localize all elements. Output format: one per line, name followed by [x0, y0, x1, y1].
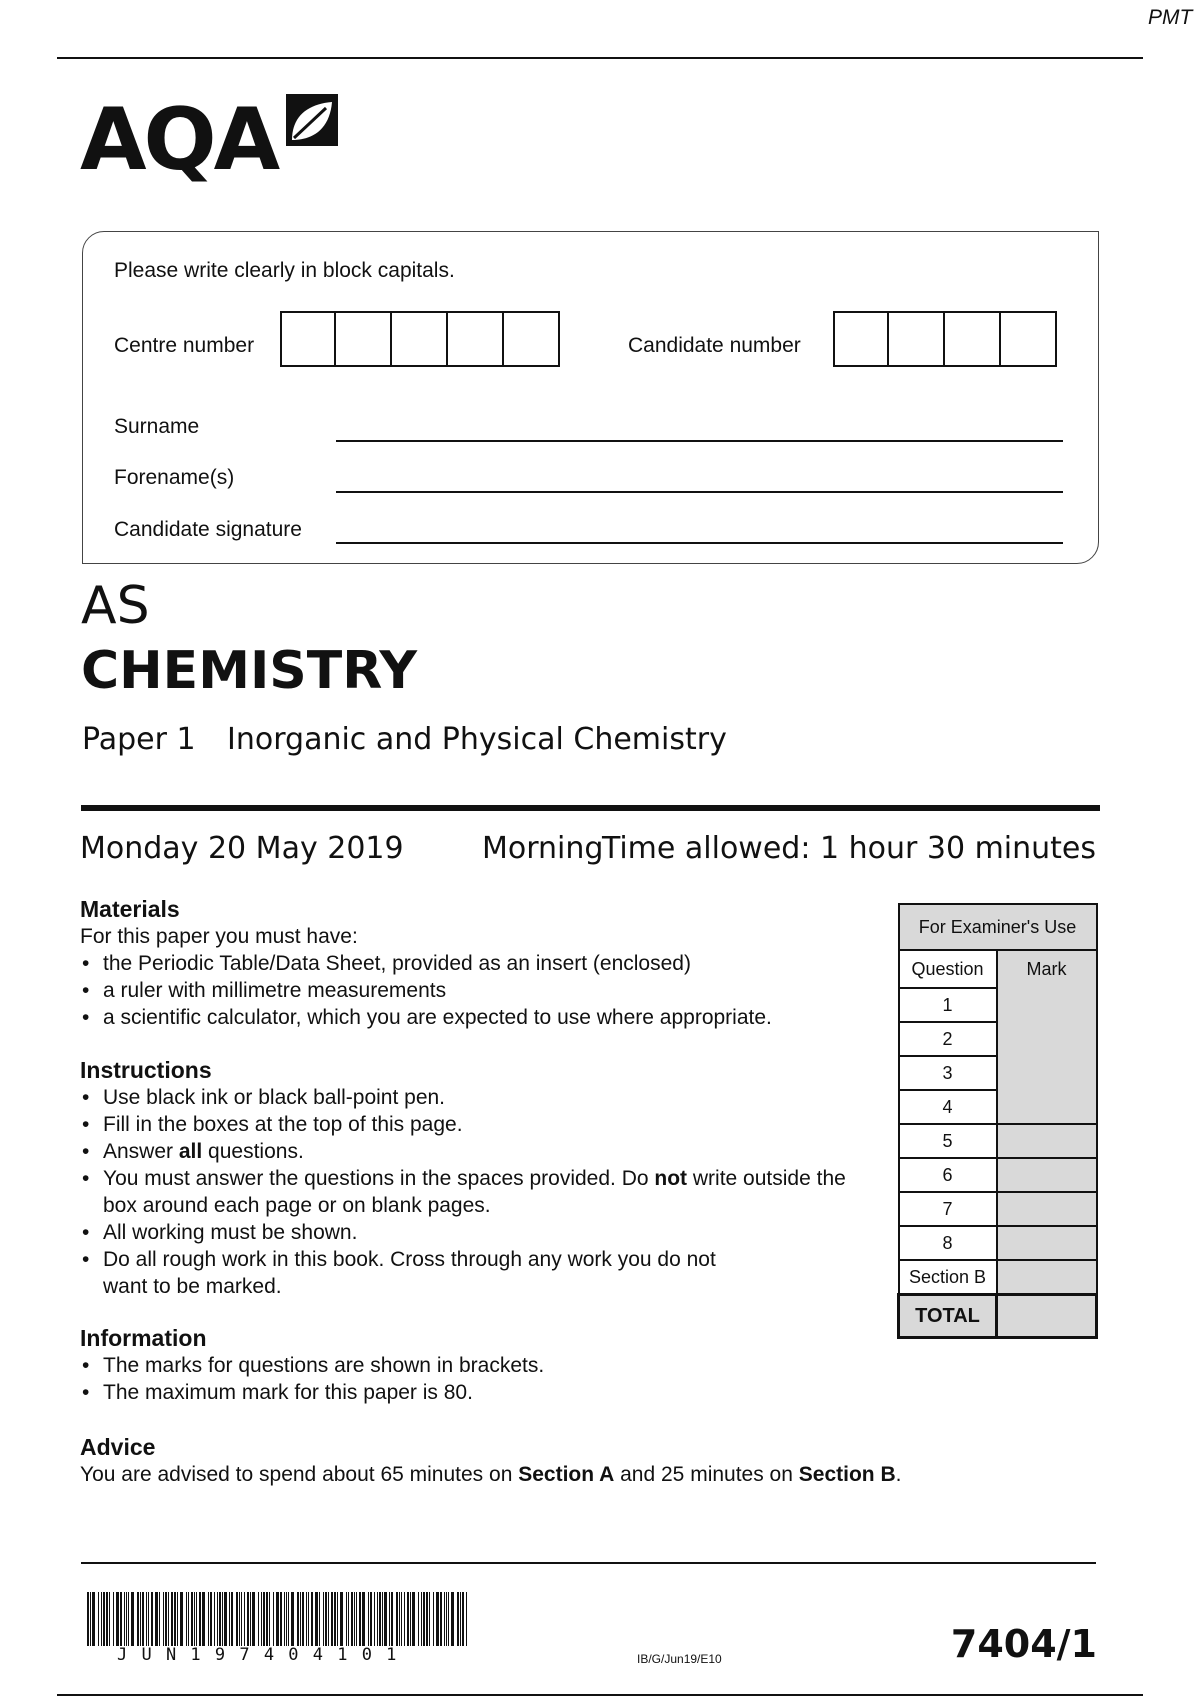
question-number-cell: Section B — [899, 1260, 997, 1295]
instructions-item: • Fill in the boxes at the top of this page. — [80, 1111, 880, 1138]
top-rule — [57, 57, 1143, 59]
question-column-header: Question — [899, 950, 997, 988]
surname-field[interactable] — [336, 440, 1063, 442]
question-number-cell: 6 — [899, 1158, 997, 1192]
footer-rule — [81, 1562, 1096, 1564]
information-section — [80, 1324, 880, 1406]
centre-number-label: Centre number — [114, 334, 255, 357]
question-number-cell: 5 — [899, 1124, 997, 1158]
signature-field[interactable] — [336, 542, 1063, 544]
paper-number: Paper 1 — [82, 722, 196, 757]
barcode — [87, 1592, 470, 1646]
title-rule — [81, 805, 1100, 811]
instructions-item: • Answer all questions. — [80, 1138, 880, 1165]
forename-field[interactable] — [336, 491, 1063, 493]
signature-label: Candidate signature — [114, 518, 302, 541]
question-number-cell: 3 — [899, 1056, 997, 1090]
centre-number-digit-box[interactable] — [504, 311, 560, 367]
candidate-number-digit-box[interactable] — [833, 311, 889, 367]
centre-number-digit-box[interactable] — [392, 311, 448, 367]
advice-heading: Advice — [80, 1434, 156, 1460]
materials-section — [80, 895, 880, 1031]
candidate-number-label: Candidate number — [628, 334, 801, 357]
information-item: • The maximum mark for this paper is 80. — [80, 1379, 880, 1406]
instructions-item: • Use black ink or black ball-point pen. — [80, 1084, 880, 1111]
aqa-logo — [78, 88, 358, 188]
candidate-number-digit-box[interactable] — [889, 311, 945, 367]
examiners-use-table — [897, 903, 1098, 1339]
centre-number-digit-box[interactable] — [336, 311, 392, 367]
instructions-heading: Instructions — [80, 1057, 212, 1083]
question-number-cell: 2 — [899, 1022, 997, 1056]
materials-item: • a ruler with millimetre measurements — [80, 977, 880, 1004]
aqa-logo-text: AQA — [80, 90, 278, 190]
exam-date: Monday 20 May 2019 — [80, 831, 404, 866]
mark-cell[interactable] — [997, 1192, 1097, 1226]
candidate-number-digit-box[interactable] — [945, 311, 1001, 367]
barcode-text: J U N 1 9 7 4 0 4 1 0 1 — [117, 1645, 399, 1665]
block-capitals-instruction: Please write clearly in block capitals. — [114, 259, 455, 282]
centre-number-digit-box[interactable] — [280, 311, 336, 367]
mark-cell[interactable] — [997, 1124, 1097, 1158]
mark-column-header: Mark — [997, 950, 1097, 1124]
advice-section — [80, 1433, 1080, 1488]
instructions-item: • Do all rough work in this book. Cross through any work you do not want to be marked. — [80, 1246, 763, 1300]
total-label-cell: TOTAL — [899, 1295, 997, 1338]
candidate-number-digit-box[interactable] — [1001, 311, 1057, 367]
paper-code: 7404/1 — [950, 1622, 1097, 1666]
paper-subject: CHEMISTRY — [81, 641, 418, 701]
advice-text: You are advised to spend about 65 minutes on Section A and 25 minutes on Section B. — [80, 1463, 902, 1486]
document-reference: IB/G/Jun19/E10 — [637, 1652, 722, 1666]
question-number-cell: 1 — [899, 988, 997, 1022]
forename-label: Forename(s) — [114, 466, 235, 489]
instructions-item: • You must answer the questions in the spaces provided. Do not write outside the box around each page or on blank pages. — [80, 1165, 853, 1219]
paper-level: AS — [81, 576, 150, 636]
centre-number-boxes[interactable] — [280, 311, 560, 367]
bottom-rule — [57, 1694, 1143, 1696]
information-heading: Information — [80, 1325, 207, 1351]
exam-session: Morning — [482, 831, 604, 866]
mark-cell[interactable] — [997, 1158, 1097, 1192]
leaf-icon — [282, 92, 340, 150]
materials-intro: For this paper you must have: — [80, 925, 358, 948]
surname-label: Surname — [114, 415, 200, 438]
total-mark-cell[interactable] — [997, 1295, 1097, 1338]
examiners-use-title: For Examiner's Use — [899, 904, 1097, 950]
information-item: • The marks for questions are shown in brackets. — [80, 1352, 880, 1379]
time-allowed: Time allowed: 1 hour 30 minutes — [601, 831, 1096, 866]
materials-heading: Materials — [80, 896, 180, 922]
mark-cell[interactable] — [997, 1226, 1097, 1260]
materials-item: • the Periodic Table/Data Sheet, provided as an insert (enclosed) — [80, 950, 880, 977]
question-number-cell: 4 — [899, 1090, 997, 1124]
candidate-number-boxes[interactable] — [833, 311, 1057, 367]
instructions-item: • All working must be shown. — [80, 1219, 880, 1246]
centre-number-digit-box[interactable] — [448, 311, 504, 367]
materials-item: • a scientific calculator, which you are expected to use where appropriate. — [80, 1004, 880, 1031]
question-number-cell: 7 — [899, 1192, 997, 1226]
mark-cell[interactable] — [997, 1260, 1097, 1295]
instructions-section — [80, 1056, 880, 1300]
corner-tag: PMT — [1148, 6, 1193, 29]
paper-title: Inorganic and Physical Chemistry — [227, 722, 727, 757]
question-number-cell: 8 — [899, 1226, 997, 1260]
